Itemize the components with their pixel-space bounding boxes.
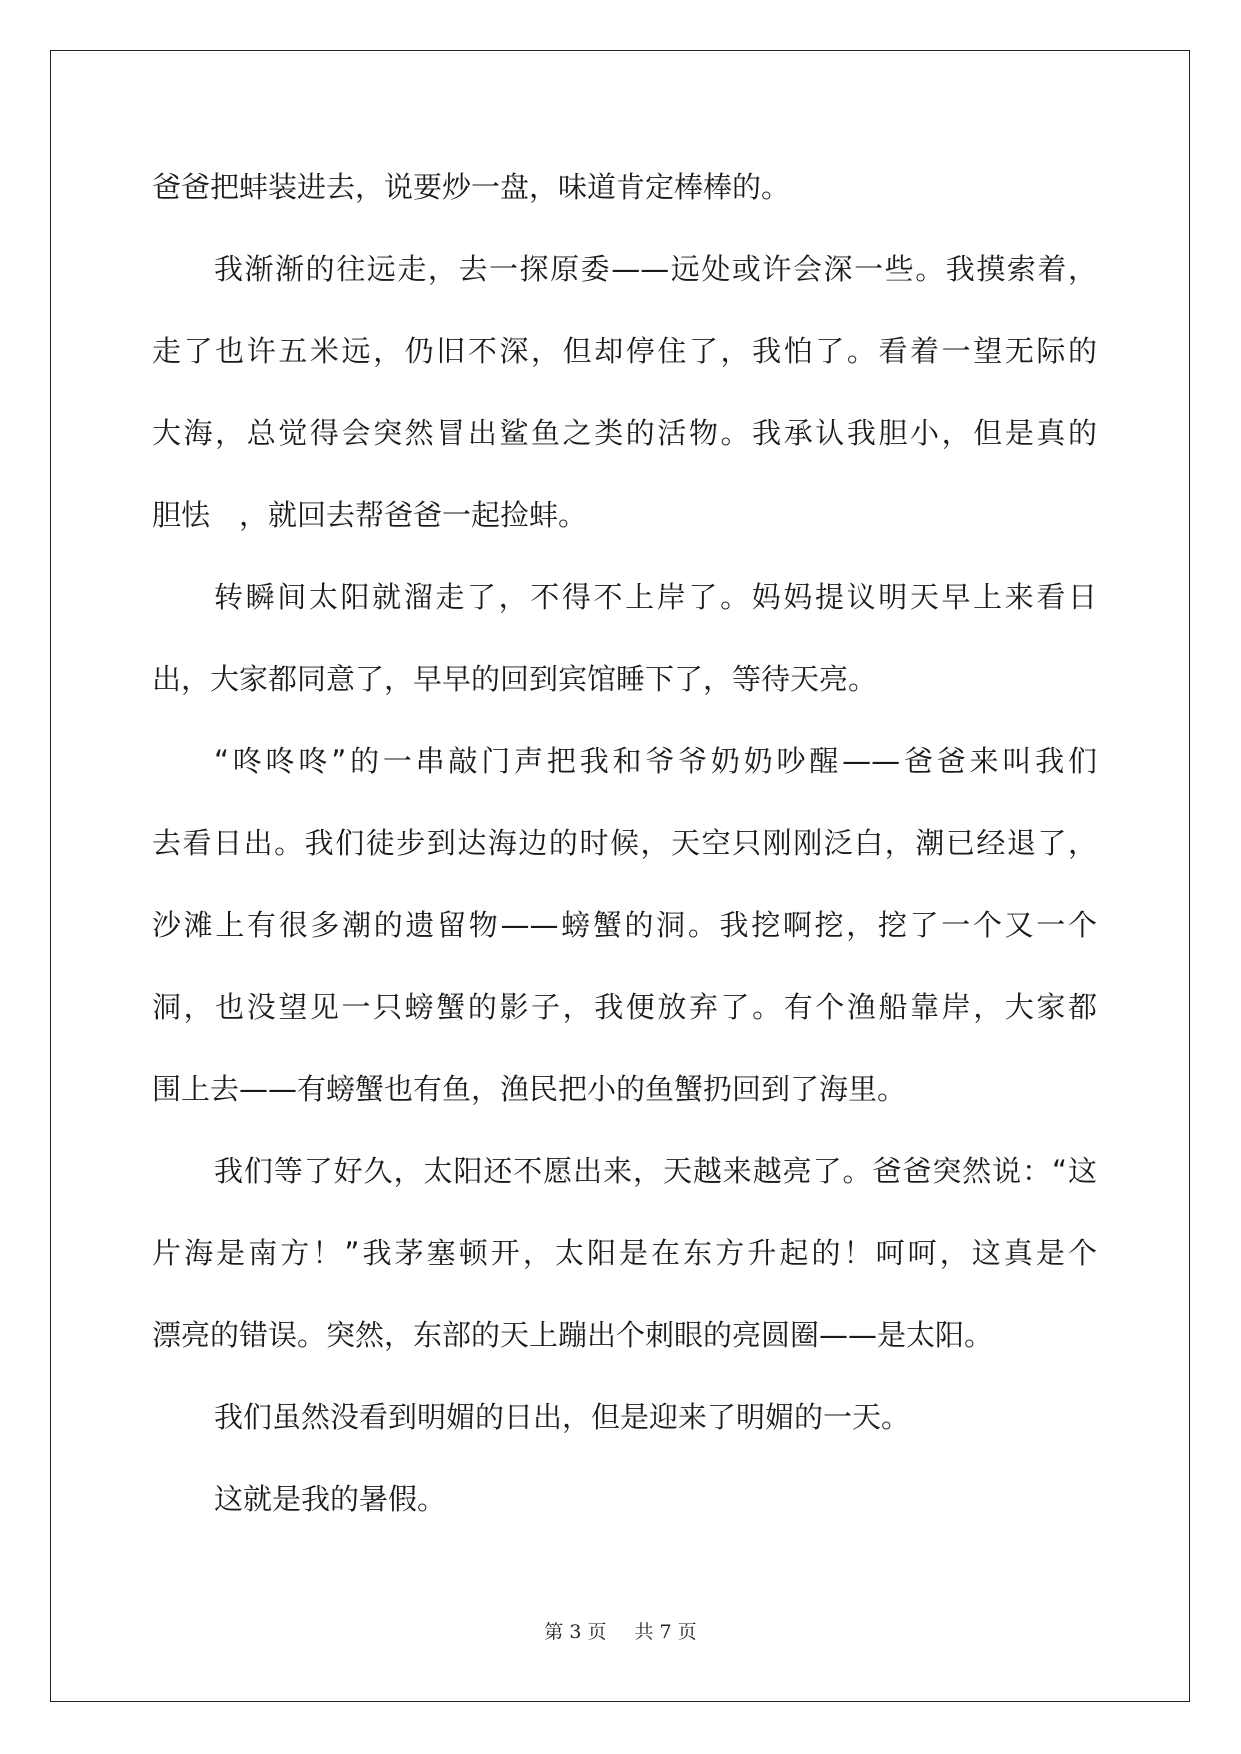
text-line: 片海是南方！”我茅塞顿开，太阳是在东方升起的！呵呵，这真是个 <box>152 1236 1097 1270</box>
page-number: 第 3 页 <box>544 1621 607 1643</box>
text-line: 沙滩上有很多潮的遗留物——螃蟹的洞。我挖啊挖，挖了一个又一个 <box>152 908 1097 942</box>
text-line: 我渐渐的往远走，去一探原委——远处或许会深一些。我摸索着， <box>214 252 1097 286</box>
text-line: 大海，总觉得会突然冒出鲨鱼之类的活物。我承认我胆小，但是真的 <box>152 416 1097 450</box>
text-line: 走了也许五米远，仍旧不深，但却停住了，我怕了。看着一望无际的 <box>152 334 1097 368</box>
text-line: 洞，也没望见一只螃蟹的影子，我便放弃了。有个渔船靠岸，大家都 <box>152 990 1097 1024</box>
text-line: “咚咚咚”的一串敲门声把我和爷爷奶奶吵醒——爸爸来叫我们 <box>214 744 1097 778</box>
text-line: 我们虽然没看到明媚的日出，但是迎来了明媚的一天。 <box>214 1400 911 1434</box>
text-line: 转瞬间太阳就溜走了，不得不上岸了。妈妈提议明天早上来看日 <box>214 580 1097 614</box>
page-footer <box>0 1617 1241 1644</box>
text-line: 我们等了好久，太阳还不愿出来，天越来越亮了。爸爸突然说：“这 <box>214 1154 1097 1188</box>
text-line: 出，大家都同意了，早早的回到宾馆睡下了，等待天亮。 <box>152 662 878 696</box>
text-line: 漂亮的错误。突然，东部的天上蹦出个刺眼的亮圆圈——是太阳。 <box>152 1318 994 1352</box>
text-line: 这就是我的暑假。 <box>214 1482 447 1516</box>
page-total: 共 7 页 <box>634 1621 697 1643</box>
document-body <box>152 162 1097 1556</box>
text-line: 去看日出。我们徒步到达海边的时候，天空只刚刚泛白，潮已经退了， <box>152 826 1097 860</box>
text-line: 胆怯 ，就回去帮爸爸一起捡蚌。 <box>152 498 588 532</box>
text-line: 爸爸把蚌装进去，说要炒一盘，味道肯定棒棒的。 <box>152 170 791 204</box>
text-line: 围上去——有螃蟹也有鱼，渔民把小的鱼蟹扔回到了海里。 <box>152 1072 907 1106</box>
